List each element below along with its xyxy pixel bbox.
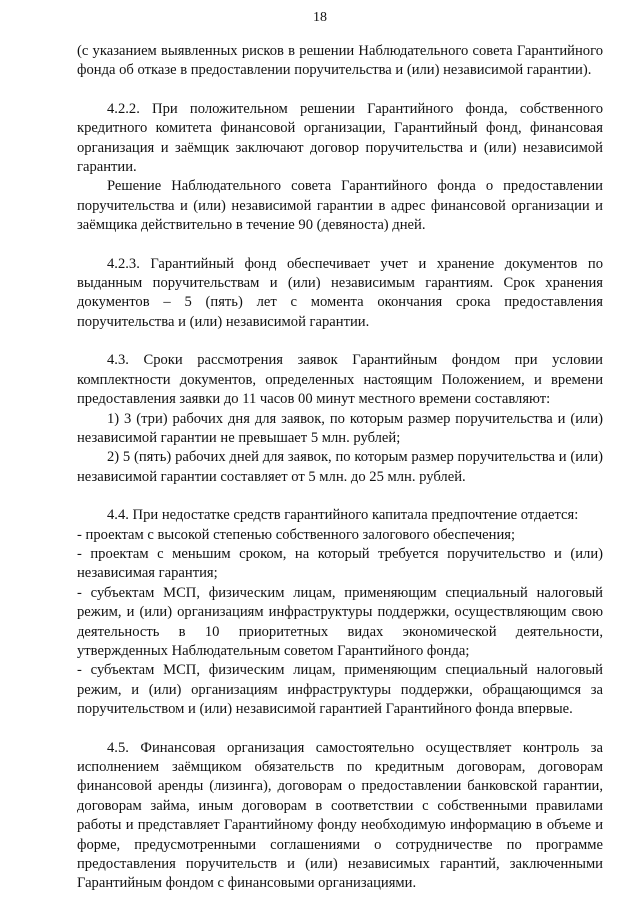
paragraph-decision-validity: Решение Наблюдательного совета Гарантийного фонда о предоставлении поручительства и (или) независимой гарантии в адрес финансовой организации и заёмщика действительно в течение 90 (девяноста) дней. (77, 178, 603, 234)
list-item-4-3-1: 1) 3 (три) рабочих дня для заявок, по которым размер поручительства и (или) независимой гарантии не превышает 5 млн. рублей; (77, 410, 603, 446)
list-item-4-3-2: 2) 5 (пять) рабочих дней для заявок, по которым размер поручительства и (или) независимой гарантии составляет от 5 млн. до 25 млн. рублей. (77, 449, 603, 485)
paragraph-4-5: 4.5. Финансовая организация самостоятельно осуществляет контроль за исполнением заёмщиком обязательств по кредитным договорам, договорам финансовой аренды (лизинга), договорам о предоставлении банковской гарантии, договорам займа, иным договорам в соответствии с собственными правилами работы и представляет Гарантийному фонду необходимую информацию в объеме и форме, предусмотренными соглашениями о сотрудничестве по программе предоставления поручительств и (или) независимых гарантий, заключенными Гарантийным фондом с финансовыми организациями. (77, 739, 603, 892)
paragraph-4-4: 4.4. При недостатке средств гарантийного капитала предпочтение отдается: (107, 507, 579, 524)
page-number: 18 (313, 10, 327, 25)
document-body (77, 42, 603, 894)
list-item-4-4-2: - проектам с меньшим сроком, на который требуется поручительство и (или) независимая гарантия; (77, 545, 603, 582)
paragraph-4-2-2: 4.2.2. При положительном решении Гарантийного фонда, собственного кредитного комитета финансовой организации, Гарантийный фонд, финансовая организация и заёмщик заключают договор поручительства и (или) независимой гарантии. (77, 100, 603, 176)
list-item-4-4-3: - субъектам МСП, физическим лицам, применяющим специальный налоговый режим, и (или) организациям инфраструктуры поддержки, осуществляющим свою деятельность в 10 приоритетных видах экономической деятельности, утвержденных Наблюдательным советом Гарантийного фонда; (77, 584, 603, 659)
list-item-4-4-4: - субъектам МСП, физическим лицам, применяющим специальный налоговый режим, и (или) организациям инфраструктуры поддержки, обращающимся за поручительством и (или) независимой гарантией Гарантийного фонда впервые. (77, 662, 603, 718)
paragraph-4-2-3: 4.2.3. Гарантийный фонд обеспечивает учет и хранение документов по выданным поручительствам и (или) независимым гарантиям. Срок хранения документов – 5 (пять) лет с момента окончания срока предоставления поручительства и (или) независимой гарантии. (77, 255, 603, 330)
list-item-4-4-1: - проектам с высокой степенью собственного залогового обеспечения; (77, 526, 516, 543)
paragraph-4-3: 4.3. Сроки рассмотрения заявок Гарантийным фондом при условии комплектности документов, определенных настоящим Положением, и времени предоставления заявки до 11 часов 00 минут местного времени составляют: (77, 352, 603, 408)
paragraph-continuation: (с указанием выявленных рисков в решении Наблюдательного совета Гарантийного фонда об отказе в предоставлении поручительства и (или) независимой гарантии). (77, 43, 603, 79)
